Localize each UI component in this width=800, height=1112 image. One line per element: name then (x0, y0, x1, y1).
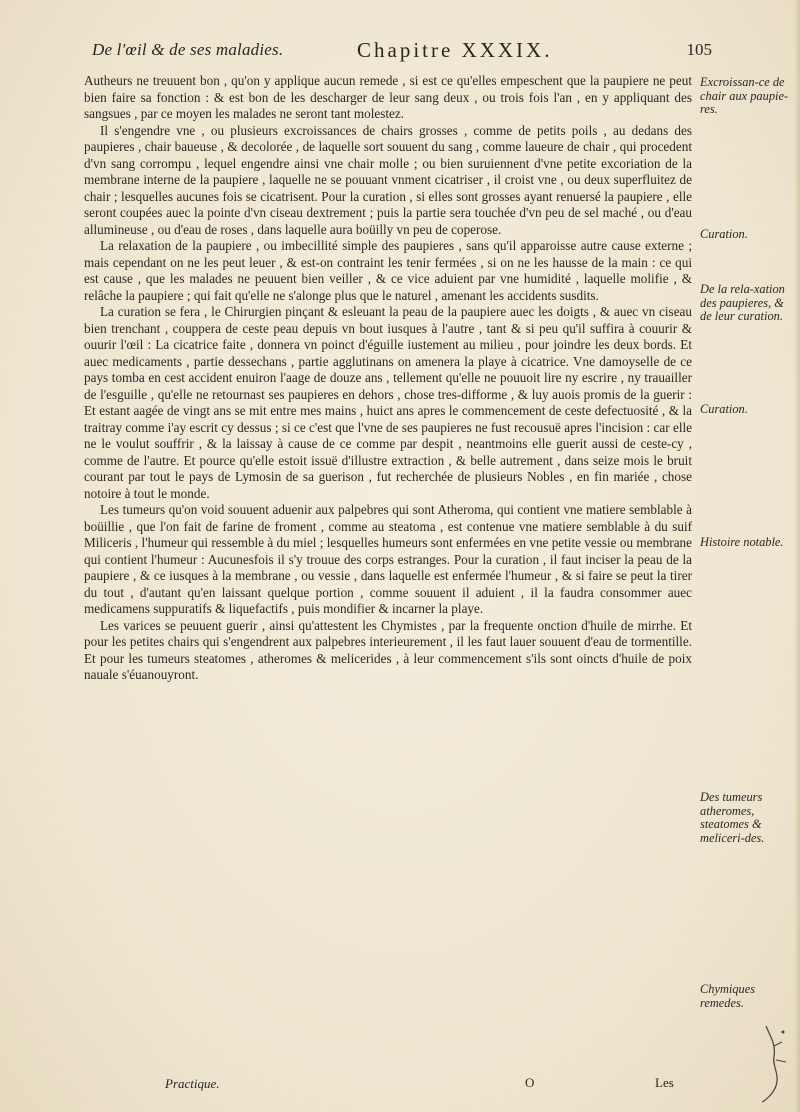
chapter-heading: Chapitre XXXIX. (357, 38, 553, 62)
catchword-left: Practique. (165, 1076, 220, 1091)
margin-note-curation-1: Curation. (700, 227, 748, 241)
signature-mark: O (525, 1075, 535, 1090)
margin-note-excroissance: Excroissan-ce de chair aux paupie-res. (700, 75, 789, 116)
margin-note-relaxation: De la rela-xation des paupieres, & de leur curation. (700, 282, 785, 323)
margin-note-chymiques: Chymiques remedes. (700, 982, 756, 1010)
paragraph-tumeurs: Les tumeurs qu'on void souuent aduenir aux palpebres qui sont Atheroma, qui contient vne matiere semblable à boüillie , que l'on fait de farine de froment , comme au steatoma , est contenue vne matiere semblable à du suif Miliceris , l'humeur qui ressemble à du miel ; lesquelles humeurs sont enfermées en vne petite vessie ou membrane qui contient l'humeur : Aucunesfois il s'y trouue des corps estranges. Pour la curation , il faut inciser la peau de la paupiere , & ce iusques à la membrane , ou vessie , dans laquelle est enfermée l'humeur , & si faire se peut la tirer du tout , d'autant qu'en laissant quelque portion , comme souuent il aduient , il la faudra consommer auec medicamens suppuratifs & liquefactifs , puis mondifier & incarner la playe. (84, 502, 692, 616)
running-title: De l'œil & de ses maladies. (92, 40, 284, 59)
page-number: 105 (686, 40, 712, 59)
main-text (84, 73, 692, 684)
paragraph-relaxation: La relaxation de la paupiere , ou imbecillité simple des paupieres , sans qu'il apparoisse autre cause externe ; mais cependant on ne les peut leuer , & est-on contraint les tenir fermées , si on ne les hausse de la main : ce qui est cause , que les malades ne peuuent bien veiller , & ce vice aduient par vne humidité , laquelle molifie , & relâche la paupiere ; qui fait qu'elle ne s'alonge plus que le naturel , amenant les accidents susdits. (84, 238, 692, 303)
paragraph-curation: La curation se fera , le Chirurgien pinçant & esleuant la peau de la paupiere auec les doigts , & auec vn ciseau bien trenchant , couppera de ceste peau depuis vn bout iusques à l'autre , tant & si peu qu'il suffira à couurir & ouurir l'œil : La cicatrice faite , donnera vn poinct d'éguille iustement au milieu , pour joindre les deux bords. Et auec medicaments , partie dessechans , partie agglutinans on amenera la playe à cicatrice. Vne damoyselle de ce pays tomba en cest accident enuiron l'aage de douze ans , tellement qu'elle ne pouuoit lire ny escrire , ny trauailler de l'esguille , qu'elle ne retournast ses paupieres en dehors , chose tres-difforme , & luy auois promis de la guerir : Et estant aagée de vingt ans se mit entre mes mains , huict ans apres le commencement de ceste defectuosité , & la traitray comme i'ay escrit cy dessus ; si ce c'est que l'vne de ses paupieres ne fust recousuë apres l'incision : car elle ne le voulut souffrir , & la laissay à cause de ce comme par despit , neantmoins elle guerit aussi de ceste-cy , comme de l'autre. Et pource qu'elle estoit issuë d'illustre extraction , & belle autrement , dans seize mois le bruit courant par tout le pays de Lymosin de sa guerison , fut recherchée de plusieurs Nobles , en fin mariée , chose notoire à tout le monde. (84, 304, 692, 501)
margin-note-histoire: Histoire notable. (700, 535, 784, 549)
page-edge-shadow (794, 0, 800, 1112)
margin-note-curation-2: Curation. (700, 402, 748, 416)
ink-stain-mark (736, 1016, 796, 1106)
margin-note-tumeurs: Des tumeurs atheromes, steatomes & meliceri-des. (700, 790, 765, 845)
catchword-right: Les (655, 1075, 674, 1090)
paragraph-varices: Les varices se peuuent guerir , ainsi qu'attestent les Chymistes , par la frequente onction d'huile de mirrhe. Et pour les petites chairs qui s'engendrent aux palpebres interieurement , il les faut lauer souuent d'eau de tormentille. Et pour les tumeurs steatomes , atheromes & melicerides , à leur commencement s'ils sont oincts d'huile de poix nauale s'éuanouyront. (84, 617, 692, 682)
paragraph-intro: Autheurs ne treuuent bon , qu'on y applique aucun remede , si est ce qu'elles empeschent que la paupiere ne peut bien faire sa fonction : & est bon de les descharger de leur sang deux , ou trois fois l'an , en y appliquant des sangsues , par ce moyen les malades ne seront tant molestez. (84, 73, 692, 121)
paragraph-excroissances: Il s'engendre vne , ou plusieurs excroissances de chairs grosses , comme de petits poils , au dedans des paupieres , chair baueuse , & decolorée , de laquelle sort souuent du sang , comme laueure de chair , qui procedent d'vn sang corrompu , lequel engendre ainsi vne chair molle ; ou bien suruiennent d'vne petite excoriation de la membrane interne de la paupiere , laquelle ne se pouuant vnment cicatriser , il croist vne , ou deux superfluitez de chair ; lesquelles aucunes fois se cicatrisent. Pour la curation , si elles sont grosses ayant renuersé la paupiere , elle seront coupées auec la pointe d'vn ciseau dextrement ; puis la partie sera touchée d'vn peu de sel maché , ou d'eau allumineuse , ou d'eau de roses , dans laquelle aura boüilly vn peu de coperose. (84, 122, 692, 237)
page-header (92, 34, 712, 68)
